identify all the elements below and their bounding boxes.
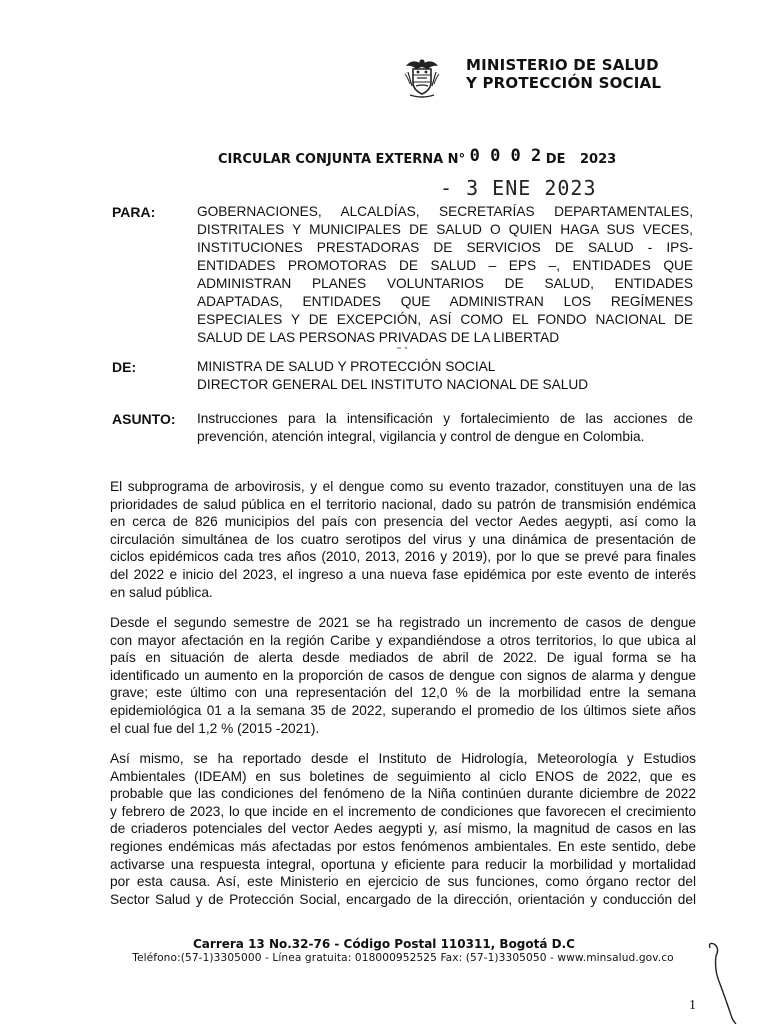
body-paragraph-2 <box>110 614 696 737</box>
ministry-name-line1: MINISTERIO DE SALUD <box>466 56 659 74</box>
paragraph-line: El subprograma de arbovirosis, y el dengue como su evento trazador, constituyen una de las <box>110 479 696 494</box>
paragraph-line: Ambientales (IDEAM) en sus boletines de seguimiento al ciclo ENOS de 2022, que es <box>110 768 696 784</box>
circular-title-prefix: CIRCULAR CONJUNTA EXTERNA N° <box>218 152 466 167</box>
paragraph-line: y febrero de 2023, lo que incide en el incremento de condiciones que favorecen el crecimiento <box>110 803 696 819</box>
circular-number: 0 0 0 2 <box>469 146 542 166</box>
circular-year: 2023 <box>580 152 617 167</box>
paragraph-line: regiones endémicas más afectadas por estos fenómenos ambientales. En este sentido, debe <box>110 838 696 854</box>
paragraph-line: el cual fue del 1,2 % (2015 -2021). <box>110 720 320 736</box>
para-line: DISTRITALES Y MUNICIPALES DE SALUD O QUIEN HAGA SUS VECES, <box>197 222 693 237</box>
body-paragraph-1 <box>110 478 696 601</box>
paragraph-line: epidemiológica 01 a la semana 35 de 2022, superando el promedio de los últimos siete años <box>110 702 696 718</box>
de-label: DE: <box>112 359 137 375</box>
paragraph-line: Así mismo, se ha reportado desde el Instituto de Hidrología, Meteorología y Estudios <box>110 751 696 766</box>
de-line: DIRECTOR GENERAL DEL INSTITUTO NACIONAL DE SALUD <box>197 377 589 392</box>
body-paragraph-3 <box>110 750 696 908</box>
para-recipients <box>197 203 693 347</box>
stray-pen-mark <box>396 345 414 351</box>
para-line: ADMINISTRAN PLANES VOLUNTARIOS DE SALUD, ENTIDADES <box>197 276 693 291</box>
asunto-line: Instrucciones para la intensificación y fortalecimiento de las acciones de <box>197 411 693 426</box>
para-line: ENTIDADES PROMOTORAS DE SALUD – EPS –, ENTIDADES QUE <box>197 258 693 273</box>
para-label: PARA: <box>112 204 156 220</box>
paragraph-line: de criaderos potenciales del vector Aedes aegypti y, así mismo, la magnitud de casos en las <box>110 821 696 837</box>
para-line: INSTITUCIONES PRESTADORAS DE SERVICIOS DE SALUD - IPS- <box>197 240 693 255</box>
paragraph-line: identificado un aumento en la proporción de casos de dengue con signos de alarma y dengue <box>110 667 696 683</box>
de-line: MINISTRA DE SALUD Y PROTECCIÓN SOCIAL <box>197 359 496 374</box>
paragraph-line: por esta causa. Así, este Ministerio en ejercicio de sus funciones, como órgano rector del <box>110 874 696 890</box>
ministry-header <box>402 56 702 106</box>
paragraph-line: del 2022 e inicio del 2023, el ingreso a una nueva fase epidémica por este evento de interés <box>110 566 696 582</box>
paragraph-line: país en situación de alerta desde mediados de abril de 2022. De igual forma se ha <box>110 650 696 666</box>
paragraph-line: circulación simultánea de los cuatro serotipos del virus y una dinámica de presentación de <box>110 531 696 547</box>
de-senders <box>197 358 693 394</box>
ministry-name <box>466 56 661 92</box>
paragraph-line: prioridades de salud pública en el territorio nacional, dado su patrón de transmisión endémica <box>110 496 696 512</box>
paragraph-line: en cerca de 826 municipios del país con presencia del vector Aedes aegypti, así como la <box>110 514 696 530</box>
date-stamp: - 3 ENE 2023 <box>440 176 597 200</box>
circular-title <box>218 146 617 168</box>
asunto-subject <box>197 410 693 446</box>
paragraph-line: Sector Salud y de Protección Social, encargado de la dirección, orientación y conducción del <box>110 891 696 907</box>
colombia-coat-of-arms-icon <box>402 56 442 100</box>
page-number: 1 <box>689 998 696 1013</box>
asunto-line: prevención, atención integral, vigilancia y control de dengue en Colombia. <box>197 429 645 444</box>
ministry-name-line2: Y PROTECCIÓN SOCIAL <box>466 74 662 92</box>
para-line: SALUD DE LAS PERSONAS PRIVADAS DE LA LIBERTAD <box>197 330 560 345</box>
paragraph-line: en salud pública. <box>110 584 213 600</box>
paragraph-line: grave; este último con una representación del 12,0 % de la morbilidad entre la semana <box>110 685 696 701</box>
paragraph-line: activarse una respuesta integral, oportuna y eficiente para reducir la morbilidad y mortalidad <box>110 856 696 872</box>
asunto-label: ASUNTO: <box>112 411 176 427</box>
paragraph-line: ciclos epidémicos cada tres años (2010, 2013, 2016 y 2019), por lo que se prevé para finales <box>110 549 696 565</box>
para-line: GOBERNACIONES, ALCALDÍAS, SECRETARÍAS DEPARTAMENTALES, <box>197 204 693 219</box>
circular-suffix: DE <box>545 152 566 167</box>
para-line: ESPECIALES Y DE EXCEPCIÓN, ASÍ COMO EL FONDO NACIONAL DE <box>197 312 693 327</box>
paragraph-line: probable que las condiciones del fenómeno de la Niña continúen durante diciembre de 2022 <box>110 786 696 802</box>
paragraph-line: con mayor afectación en la región Caribe y expandiéndose a otros territorios, lo que ubica al <box>110 632 696 648</box>
footer-contact: Teléfono:(57-1)3305000 - Línea gratuita: 018000952525 Fax: (57-1)3305050 - www.minsalud.gov.co <box>132 952 674 964</box>
paragraph-line: Desde el segundo semestre de 2021 se ha registrado un incremento de casos de dengue <box>110 615 696 630</box>
para-line: ADAPTADAS, ENTIDADES QUE ADMINISTRAN LOS REGÍMENES <box>197 294 693 309</box>
handwritten-margin-mark <box>704 940 744 1024</box>
footer-address: Carrera 13 No.32-76 - Código Postal 110311, Bogotá D.C <box>193 937 575 951</box>
